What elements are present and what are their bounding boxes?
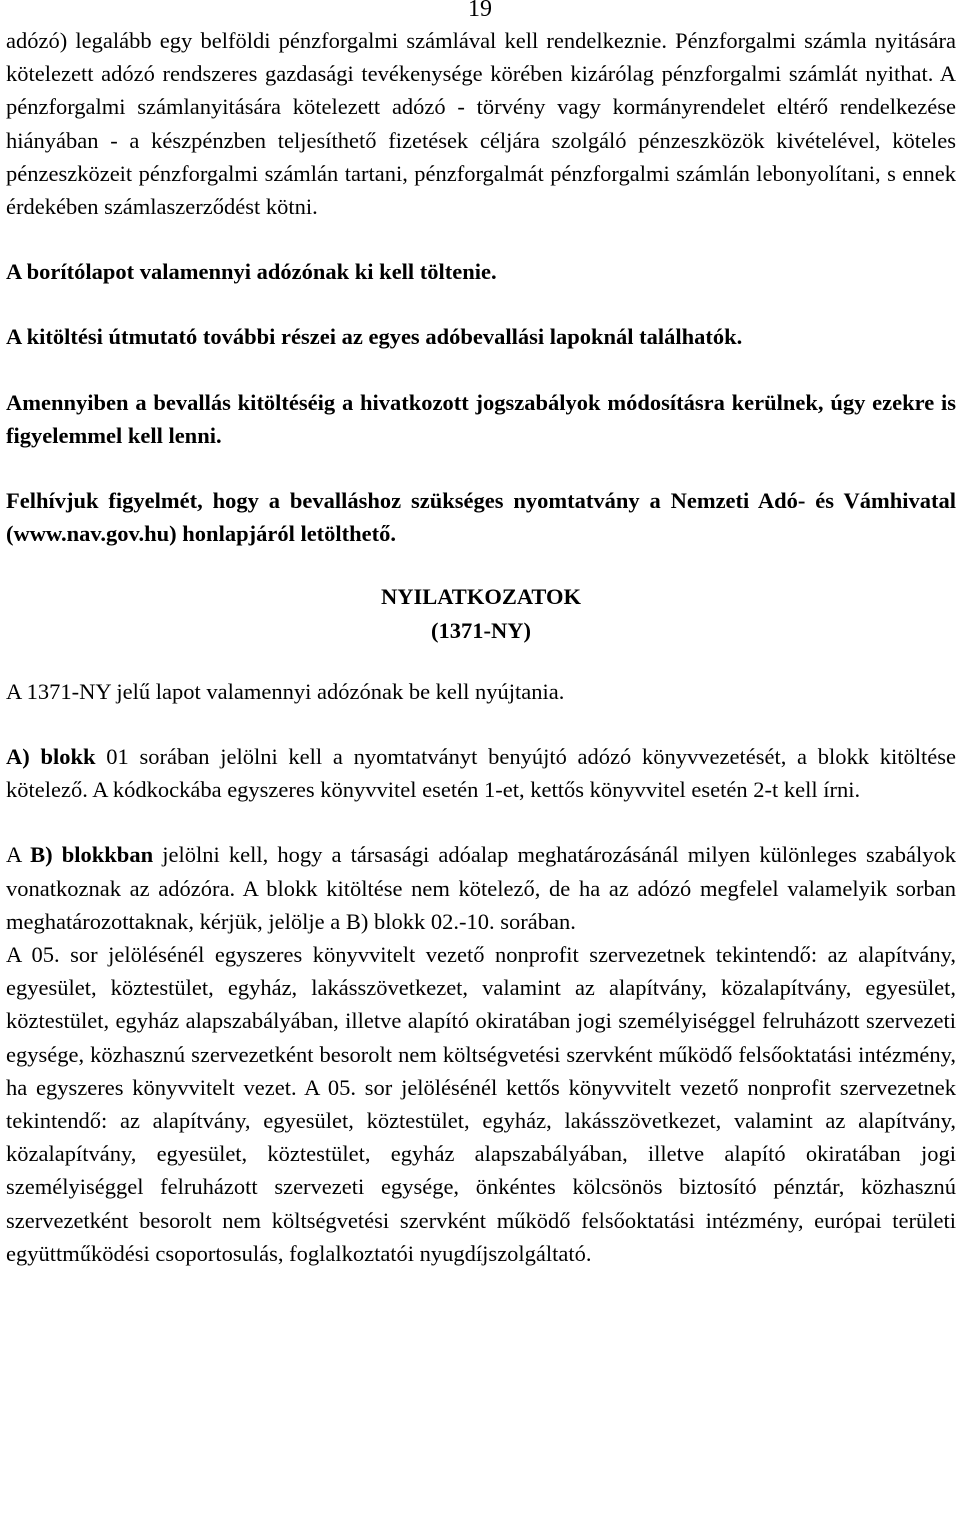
paragraph-intro: A 1371-NY jelű lapot valamennyi adózónak be kell nyújtania.	[6, 678, 565, 704]
section-heading	[6, 580, 956, 646]
page-number: 19	[468, 0, 492, 22]
block-b-label: B) blokkban	[30, 842, 154, 868]
section-title: NYILATKOZATOK	[380, 584, 582, 610]
block-a-label: A) blokk	[6, 744, 96, 770]
section-code: (1371-NY)	[431, 617, 531, 643]
paragraph-account-requirement: adózó) legalább egy belföldi pénzforgalmi számlával kell rendelkeznie. Pénzforgalmi számla nyitására kötelezett adózó rendszeres gazdasági tevékenysége körében kizárólag pénzforgalmi számlát nyithat. A pénzforgalmi számlanyitására kötelezett adózó - törvény vagy kormányrendelet eltérő rendelkezése hiányában - a készpénzben teljesíthető fizetések céljára szolgáló pénzeszközök kivételével, köteles pénzeszközeit pénzforgalmi számlán tartani, pénzforgalmát pénzforgalmi számlán lebonyolítani, s ennek érdekében számlaszerződést kötni.	[6, 28, 956, 220]
paragraph-cover-sheet: A borítólapot valamennyi adózónak ki kell töltenie.	[6, 259, 497, 285]
paragraph-download-notice: Felhívjuk figyelmét, hogy a bevalláshoz szükséges nyomtatvány a Nemzeti Adó- és Vámhivatal (www.nav.gov.hu) honlapjáról letölthető.	[6, 488, 956, 547]
paragraph-guide-parts: A kitöltési útmutató további részei az egyes adóbevallási lapoknál találhatók.	[6, 324, 743, 350]
paragraph-row-05: A 05. sor jelölésénél egyszeres könyvvitelt vezető nonprofit szervezetnek tekintendő: az alapítvány, egyesület, köztestület, egyház, lakásszövetkezet, valamint az alapítvány, közalapítvány, egyesület, köztestület, egyház alapszabályában, illetve alapító okiratában jogi személyiséggel felruházott szervezeti egysége, közhasznú szervezetként besorolt nem költségvetési szervként működő felsőoktatási intézmény, ha egyszeres könyvvitelt vezet. A 05. sor jelölésénél kettős könyvvitelt vezető nonprofit szervezetnek tekintendő: az alapítvány, egyesület, köztestület, egyház, lakásszövetkezet, valamint az alapítvány, közalapítvány, egyesület, köztestület, egyház alapszabályában, illetve alapító okiratában jogi személyiséggel felruházott szervezeti egysége, önkéntes kölcsönös biztosító pénztár, közhasznú szervezetként besorolt nem költségvetési szervként működő felsőoktatási intézmény, európai területi együttműködési csoportosulás, foglalkoztatói nyugdíjszolgáltató.	[6, 942, 956, 1266]
paragraph-legal-changes: Amennyiben a bevallás kitöltéséig a hivatkozott jogszabályok módosításra kerülnek, úgy ezekre is figyelemmel kell lenni.	[6, 389, 956, 448]
paragraph-block-b	[6, 838, 956, 938]
block-a-text: 01 sorában jelölni kell a nyomtatványt benyújtó adózó könyvvezetését, a blokk kitöltése kötelező. A kódkockába egyszeres könyvvitel esetén 1-et, kettős könyvvitel esetén 2-t kell írni.	[6, 744, 956, 803]
block-b-prefix: A	[6, 842, 31, 868]
paragraph-block-a	[6, 740, 956, 806]
document-body	[6, 24, 956, 1270]
block-b-text: jelölni kell, hogy a társasági adóalap meghatározásánál milyen különleges szabályok vonatkoznak az adózóra. A blokk kitöltése nem kötelező, de ha az adózó megfelel valamelyik sorban meghatározottaknak, kérjük, jelölje a B) blokk 02.-10. sorában.	[6, 842, 956, 934]
